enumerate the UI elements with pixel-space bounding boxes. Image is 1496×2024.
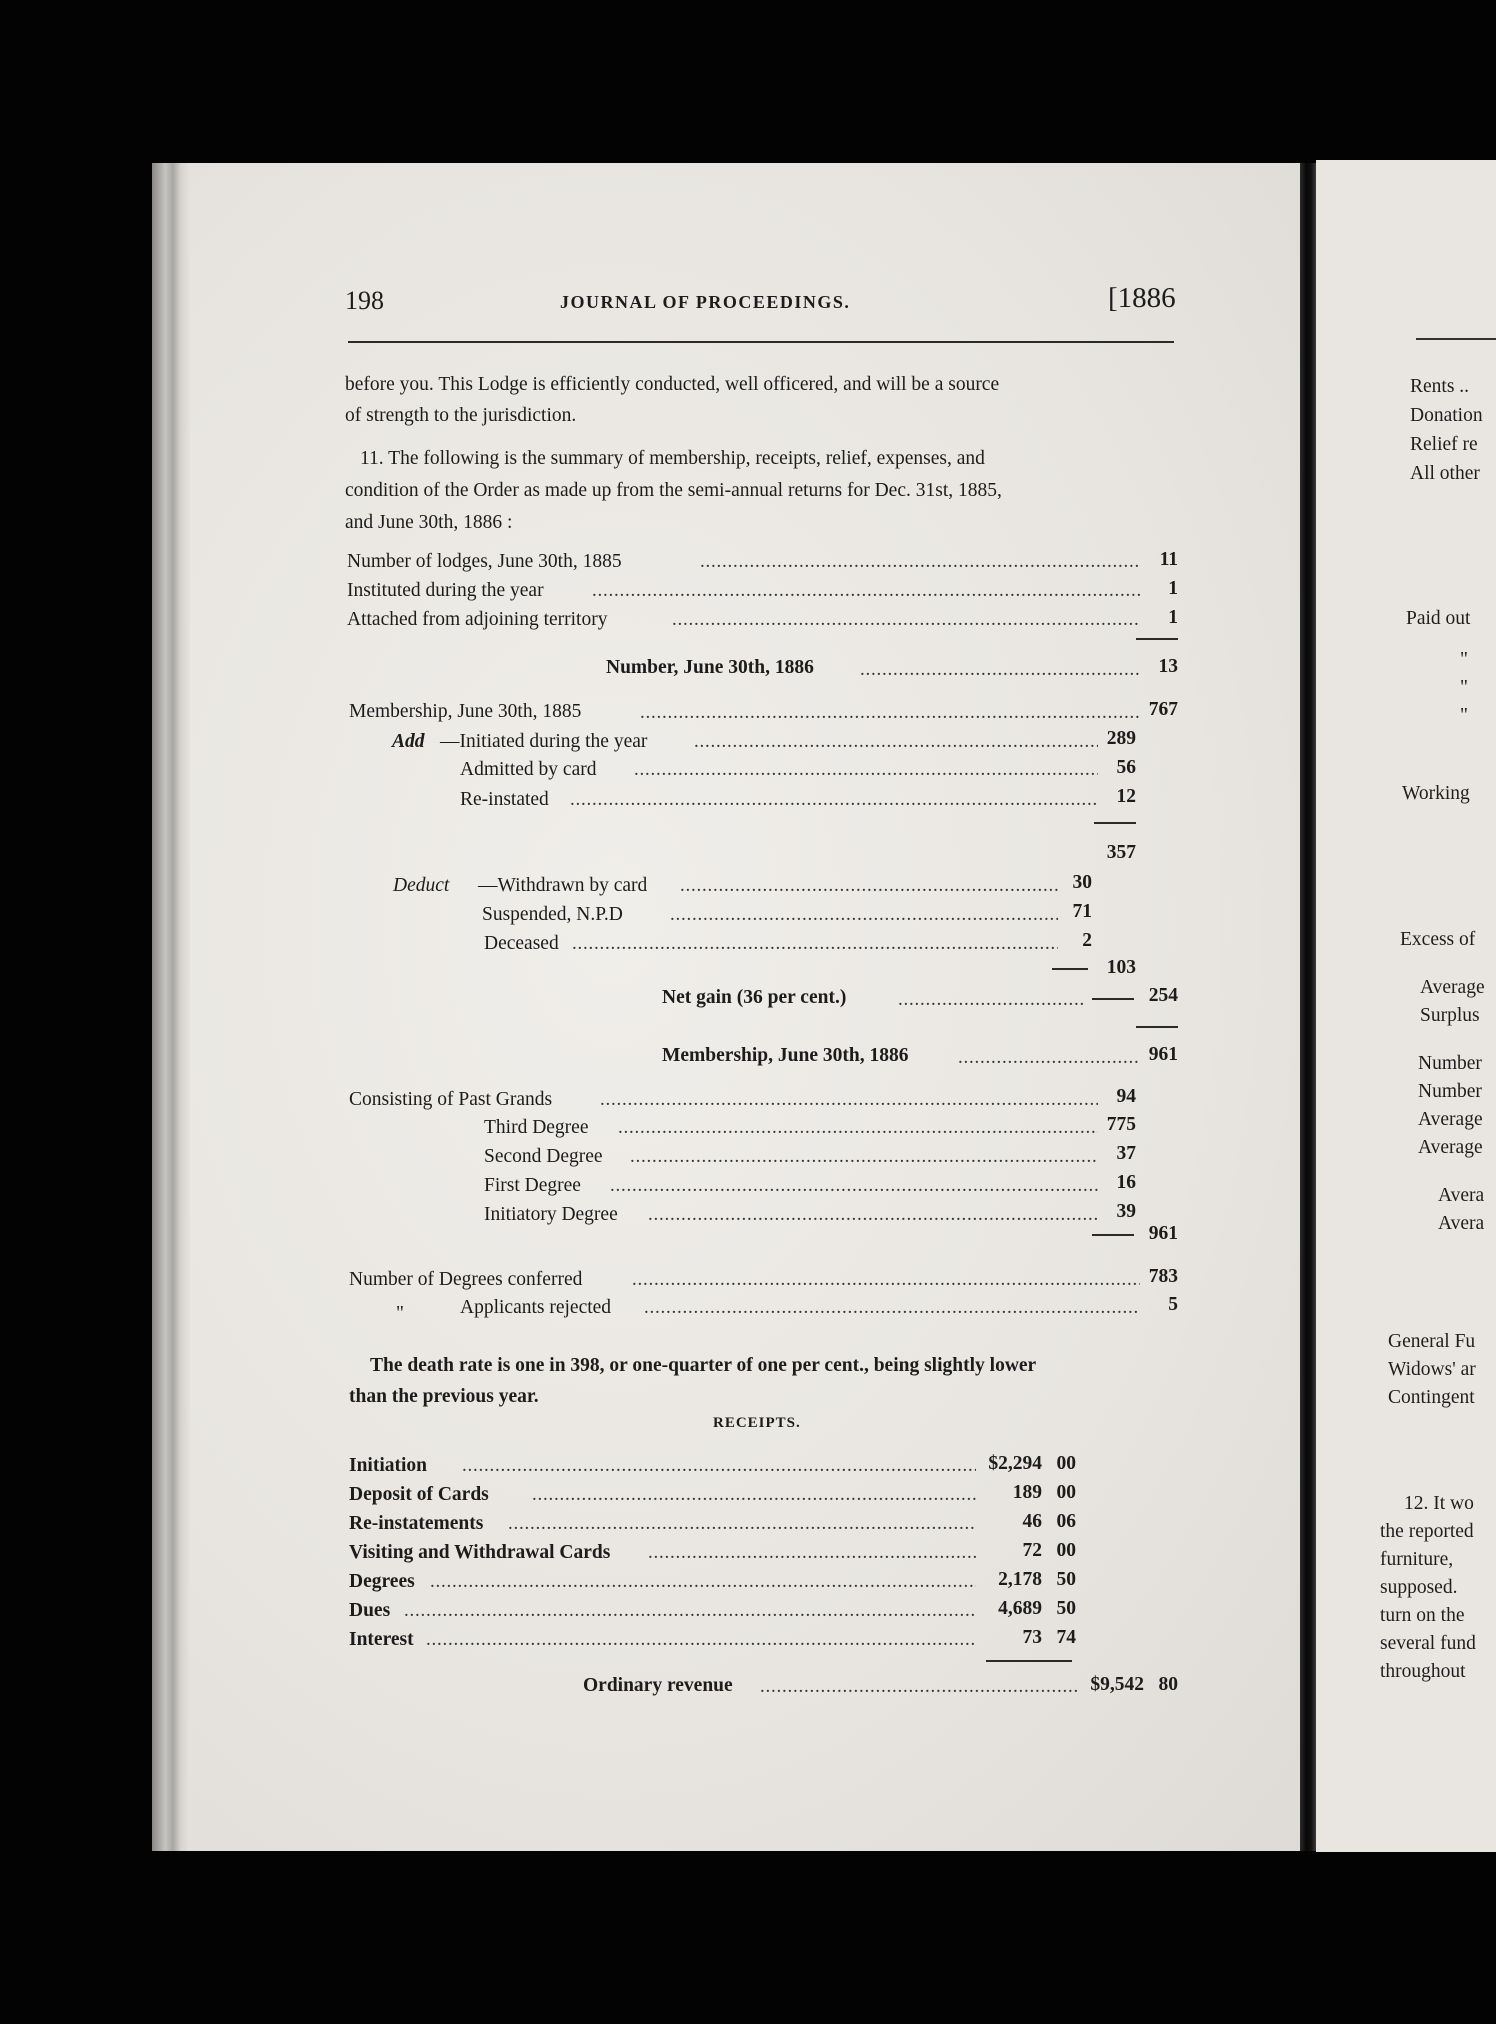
ditto-mark: " bbox=[396, 1303, 404, 1324]
right-line: " bbox=[1460, 705, 1468, 726]
receipt-cents: 00 bbox=[1056, 1482, 1076, 1503]
deduct-row-value: 2 bbox=[1082, 930, 1092, 951]
add-total: 357 bbox=[1106, 842, 1136, 863]
right-line: Surplus bbox=[1420, 1005, 1480, 1026]
leader-dots bbox=[680, 876, 1058, 895]
receipt-dollars: 4,689 bbox=[998, 1598, 1042, 1619]
membership-end-value: 961 bbox=[1148, 1044, 1178, 1065]
receipt-label: Re-instatements bbox=[349, 1513, 484, 1534]
consisting-row-value: 775 bbox=[1106, 1114, 1136, 1135]
page-number: 198 bbox=[345, 286, 384, 315]
membership-start-value: 767 bbox=[1148, 699, 1178, 720]
add-prefix: Add bbox=[392, 731, 425, 752]
receipt-label: Interest bbox=[349, 1629, 414, 1650]
running-title: JOURNAL OF PROCEEDINGS. bbox=[560, 292, 851, 312]
consisting-row-value: 37 bbox=[1116, 1143, 1136, 1164]
consisting-row-value: 16 bbox=[1116, 1172, 1136, 1193]
consisting-row-label: Initiatory Degree bbox=[484, 1204, 618, 1225]
leader-dots bbox=[700, 552, 1140, 571]
receipt-label: Dues bbox=[349, 1600, 391, 1621]
add-row-value: 56 bbox=[1116, 757, 1136, 778]
consisting-row-label: Consisting of Past Grands bbox=[349, 1089, 553, 1110]
leader-dots bbox=[694, 732, 1098, 751]
deduct-total: 103 bbox=[1106, 957, 1136, 978]
right-line: Average bbox=[1420, 977, 1485, 998]
para11-line-1: 11. The following is the summary of membership, receipts, relief, expenses, and bbox=[360, 448, 985, 469]
receipt-cents: 06 bbox=[1056, 1511, 1076, 1532]
add-row-label: Re-instated bbox=[460, 789, 549, 810]
right-line: Number bbox=[1418, 1081, 1482, 1102]
leader-dots bbox=[430, 1572, 976, 1591]
lodges-total-label: Number, June 30th, 1886 bbox=[606, 657, 814, 678]
leader-dots bbox=[426, 1630, 976, 1649]
right-line: Working bbox=[1402, 783, 1470, 804]
header-rule bbox=[348, 341, 1174, 343]
degrees-conferred-label: Number of Degrees conferred bbox=[349, 1269, 583, 1290]
deduct-row-label: —Withdrawn by card bbox=[478, 875, 648, 896]
degrees-conferred-value: 783 bbox=[1148, 1266, 1178, 1287]
consisting-row-label: Second Degree bbox=[484, 1146, 603, 1167]
sum-rule bbox=[1094, 822, 1136, 824]
sum-rule bbox=[1136, 1026, 1178, 1028]
leader-dots bbox=[570, 790, 1098, 809]
right-line: Avera bbox=[1438, 1185, 1485, 1206]
receipts-heading: RECEIPTS. bbox=[713, 1415, 801, 1431]
leader-dots bbox=[462, 1456, 976, 1475]
right-line: Average bbox=[1418, 1137, 1483, 1158]
leader-dots bbox=[898, 990, 1084, 1009]
net-gain-label: Net gain (36 per cent.) bbox=[662, 987, 847, 1008]
ordinary-revenue-dollars: $9,542 bbox=[1090, 1674, 1144, 1695]
year-bracket: [1886 bbox=[1108, 282, 1176, 314]
receipt-dollars: $2,294 bbox=[988, 1453, 1042, 1474]
ordinary-revenue-cents: 80 bbox=[1158, 1674, 1178, 1695]
right-line: Average bbox=[1418, 1109, 1483, 1130]
consisting-row-value: 39 bbox=[1116, 1201, 1136, 1222]
book-gutter bbox=[1300, 163, 1316, 1851]
right-line: " bbox=[1460, 649, 1468, 670]
membership-end-label: Membership, June 30th, 1886 bbox=[662, 1045, 909, 1066]
consisting-row-value: 94 bbox=[1116, 1086, 1136, 1107]
consisting-row-label: First Degree bbox=[484, 1175, 581, 1196]
right-line: Paid out bbox=[1406, 608, 1471, 629]
receipt-label: Initiation bbox=[349, 1455, 428, 1476]
net-gain-value: 254 bbox=[1148, 985, 1178, 1006]
right-line: Contingent bbox=[1388, 1387, 1475, 1408]
receipt-cents: 74 bbox=[1056, 1627, 1076, 1648]
intro-line-1: before you. This Lodge is efficiently conducted, well officered, and will be a source bbox=[345, 374, 1000, 395]
right-line: General Fu bbox=[1388, 1331, 1476, 1352]
leader-dots bbox=[644, 1298, 1140, 1317]
deduct-row-value: 30 bbox=[1072, 872, 1092, 893]
right-line: Avera bbox=[1438, 1213, 1485, 1234]
leader-dots bbox=[760, 1677, 1080, 1696]
right-line: 12. It wo bbox=[1404, 1493, 1474, 1514]
right-line: Number bbox=[1418, 1053, 1482, 1074]
applicants-rejected-value: 5 bbox=[1168, 1294, 1178, 1315]
right-line: several fund bbox=[1380, 1633, 1476, 1654]
para11-line-2: condition of the Order as made up from the semi-annual returns for Dec. 31st, 1885, bbox=[345, 480, 1002, 501]
lodges-row-label: Attached from adjoining territory bbox=[347, 609, 608, 630]
lodges-row-value: 11 bbox=[1159, 549, 1178, 570]
leader-dots bbox=[532, 1485, 976, 1504]
leader-dots bbox=[618, 1118, 1098, 1137]
leader-dots bbox=[648, 1205, 1098, 1224]
right-line: Widows' ar bbox=[1388, 1359, 1476, 1380]
receipt-dollars: 73 bbox=[1022, 1627, 1042, 1648]
page-stack-edge bbox=[152, 163, 190, 1851]
leader-dots bbox=[640, 703, 1140, 722]
consisting-row-label: Third Degree bbox=[484, 1117, 589, 1138]
applicants-rejected-label: Applicants rejected bbox=[460, 1297, 612, 1318]
lodges-row-value: 1 bbox=[1168, 607, 1178, 628]
receipt-label: Degrees bbox=[349, 1571, 415, 1592]
sum-rule bbox=[1136, 638, 1178, 640]
deduct-row-label: Deceased bbox=[484, 933, 559, 954]
right-line: the reported bbox=[1380, 1521, 1474, 1542]
right-header-rule bbox=[1416, 338, 1496, 340]
deduct-row-value: 71 bbox=[1072, 901, 1092, 922]
receipt-label: Visiting and Withdrawal Cards bbox=[349, 1542, 611, 1563]
right-line: Excess of bbox=[1400, 929, 1476, 950]
death-rate-line-2: than the previous year. bbox=[349, 1386, 539, 1407]
receipt-cents: 50 bbox=[1056, 1569, 1076, 1590]
right-line: Relief re bbox=[1410, 434, 1478, 455]
add-row-label: —Initiated during the year bbox=[440, 731, 648, 752]
leader-dots bbox=[404, 1601, 976, 1620]
receipt-dollars: 46 bbox=[1022, 1511, 1042, 1532]
leader-dots bbox=[860, 660, 1140, 679]
receipt-dollars: 2,178 bbox=[998, 1569, 1042, 1590]
receipt-cents: 50 bbox=[1056, 1598, 1076, 1619]
para11-line-3: and June 30th, 1886 : bbox=[345, 512, 513, 533]
right-line: Rents .. bbox=[1410, 376, 1470, 397]
add-row-value: 12 bbox=[1116, 786, 1136, 807]
lodges-total-value: 13 bbox=[1158, 656, 1178, 677]
lodges-row-label: Number of lodges, June 30th, 1885 bbox=[347, 551, 622, 572]
right-line: turn on the bbox=[1380, 1605, 1465, 1626]
leader-dots bbox=[630, 1147, 1098, 1166]
receipt-dollars: 72 bbox=[1022, 1540, 1042, 1561]
deduct-row-label: Suspended, N.P.D bbox=[482, 904, 623, 925]
leader-dots bbox=[610, 1176, 1098, 1195]
ordinary-revenue-label: Ordinary revenue bbox=[583, 1675, 733, 1696]
leader-dots bbox=[592, 581, 1140, 600]
right-line: Donation bbox=[1410, 405, 1483, 426]
add-row-label: Admitted by card bbox=[460, 759, 597, 780]
deduct-prefix: Deduct bbox=[393, 875, 450, 896]
membership-start-label: Membership, June 30th, 1885 bbox=[349, 701, 582, 722]
receipt-label: Deposit of Cards bbox=[349, 1484, 489, 1505]
leader-dots bbox=[632, 1270, 1140, 1289]
leader-dots bbox=[508, 1514, 976, 1533]
receipt-dollars: 189 bbox=[1012, 1482, 1042, 1503]
receipt-cents: 00 bbox=[1056, 1453, 1076, 1474]
right-line: furniture, bbox=[1380, 1549, 1454, 1570]
lodges-row-value: 1 bbox=[1168, 578, 1178, 599]
consisting-total: 961 bbox=[1148, 1223, 1178, 1244]
death-rate-line-1: The death rate is one in 398, or one-quarter of one per cent., being slightly lower bbox=[370, 1355, 1037, 1376]
right-line: " bbox=[1460, 677, 1468, 698]
leader-dots bbox=[648, 1543, 976, 1562]
receipt-cents: 00 bbox=[1056, 1540, 1076, 1561]
leader-dots bbox=[600, 1090, 1098, 1109]
leader-dots bbox=[672, 610, 1140, 629]
intro-line-2: of strength to the jurisdiction. bbox=[345, 405, 577, 426]
add-row-value: 289 bbox=[1106, 728, 1136, 749]
right-line: supposed. bbox=[1380, 1577, 1458, 1598]
right-line: throughout bbox=[1380, 1661, 1466, 1682]
right-line: All other bbox=[1410, 463, 1480, 484]
leader-dots bbox=[670, 905, 1058, 924]
lodges-row-label: Instituted during the year bbox=[347, 580, 544, 601]
leader-dots bbox=[572, 934, 1058, 953]
sum-rule bbox=[986, 1660, 1072, 1662]
leader-dots bbox=[634, 760, 1098, 779]
